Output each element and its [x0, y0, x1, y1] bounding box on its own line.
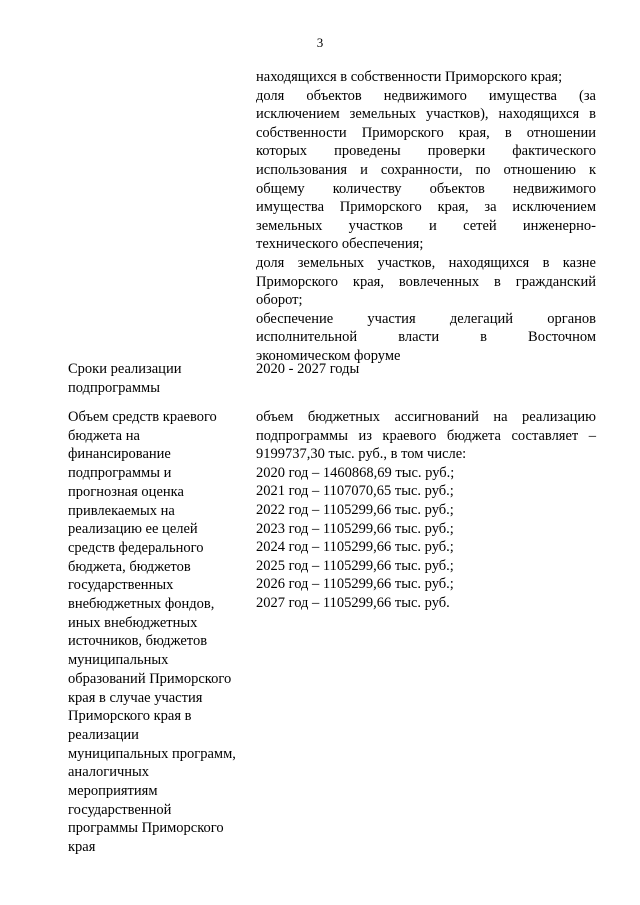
text-line: исполнительной власти в Восточном [256, 329, 596, 346]
text-line: земельных участков и сетей инженерно- [256, 217, 596, 234]
text-line: технического обеспечения; [256, 236, 424, 253]
implementation-terms-value [256, 360, 596, 379]
label-line: Объем средств краевого [68, 409, 217, 425]
text-line: 2026 год – 1105299,66 тыс. руб.; [256, 576, 454, 593]
label-line: финансирование [68, 446, 171, 463]
indicators-text [256, 68, 596, 366]
label-line: внебюджетных фондов, [68, 596, 215, 613]
label-line: образований Приморского [68, 670, 232, 687]
label-line: средств федерального [68, 539, 204, 556]
text-line: исключением земельных участков), находящихся в [256, 106, 596, 123]
text-line: 9199737,30 тыс. руб., в том числе: [256, 446, 467, 463]
text-line: 2025 год – 1105299,66 тыс. руб.; [256, 557, 454, 574]
text-line: 2022 год – 1105299,66 тыс. руб.; [256, 501, 454, 518]
label-line: Сроки реализации [68, 361, 182, 377]
label-line: края в случае участия [68, 689, 203, 706]
text-line: использования и сохранности, по отношению к [256, 161, 596, 178]
label-line: программы Приморского [68, 820, 224, 837]
text-line: 2023 год – 1105299,66 тыс. руб.; [256, 520, 454, 537]
terms-value: 2020 - 2027 годы [256, 361, 360, 377]
text-line: имущества Приморского края, за исключением [256, 199, 596, 216]
label-line: муниципальных [68, 652, 169, 669]
label-line: привлекаемых на [68, 502, 175, 519]
text-line: экономическом форуме [256, 347, 401, 364]
label-line: мероприятиям [68, 783, 158, 800]
text-line: 2024 год – 1105299,66 тыс. руб.; [256, 539, 454, 556]
label-line: источников, бюджетов [68, 633, 208, 650]
page-number: 3 [316, 35, 324, 50]
funding-value [256, 408, 596, 613]
text-line: 2021 год – 1107070,65 тыс. руб.; [256, 483, 454, 500]
text-line: находящихся в собственности Приморского края; [256, 69, 563, 85]
text-line: которых проведены проверки фактического [256, 143, 596, 160]
label-line: государственных [68, 577, 174, 594]
label-line: края [68, 839, 96, 856]
label-line: бюджета на [68, 427, 140, 444]
text-line: общему количеству объектов недвижимого [256, 180, 596, 197]
text-line: объем бюджетных ассигнований на реализацию [256, 409, 596, 425]
label-line: подпрограммы и [68, 465, 172, 482]
text-line: доля объектов недвижимого имущества (за [256, 87, 596, 104]
label-line: прогнозная оценка [68, 483, 184, 500]
text-line: 2027 год – 1105299,66 тыс. руб. [256, 594, 450, 611]
label-line: иных внебюджетных [68, 614, 198, 631]
funding-label [68, 408, 250, 857]
label-line: подпрограммы [68, 379, 160, 396]
label-line: аналогичных [68, 764, 149, 781]
text-line: оборот; [256, 292, 303, 309]
text-line: 2020 год – 1460868,69 тыс. руб.; [256, 464, 455, 481]
label-line: Приморского края в [68, 708, 192, 725]
text-line: Приморского края, вовлеченных в гражданский [256, 273, 596, 290]
implementation-terms-label [68, 360, 250, 397]
label-line: государственной [68, 801, 172, 818]
text-line: обеспечение участия делегаций органов [256, 310, 596, 327]
label-line: реализацию ее целей [68, 521, 198, 538]
label-line: муниципальных программ, [68, 745, 236, 762]
text-line: собственности Приморского края, в отношении [256, 124, 596, 141]
text-line: подпрограммы из краевого бюджета составляет – [256, 427, 596, 444]
text-line: доля земельных участков, находящихся в казне [256, 254, 596, 271]
label-line: бюджета, бюджетов [68, 558, 191, 575]
label-line: реализации [68, 726, 139, 743]
